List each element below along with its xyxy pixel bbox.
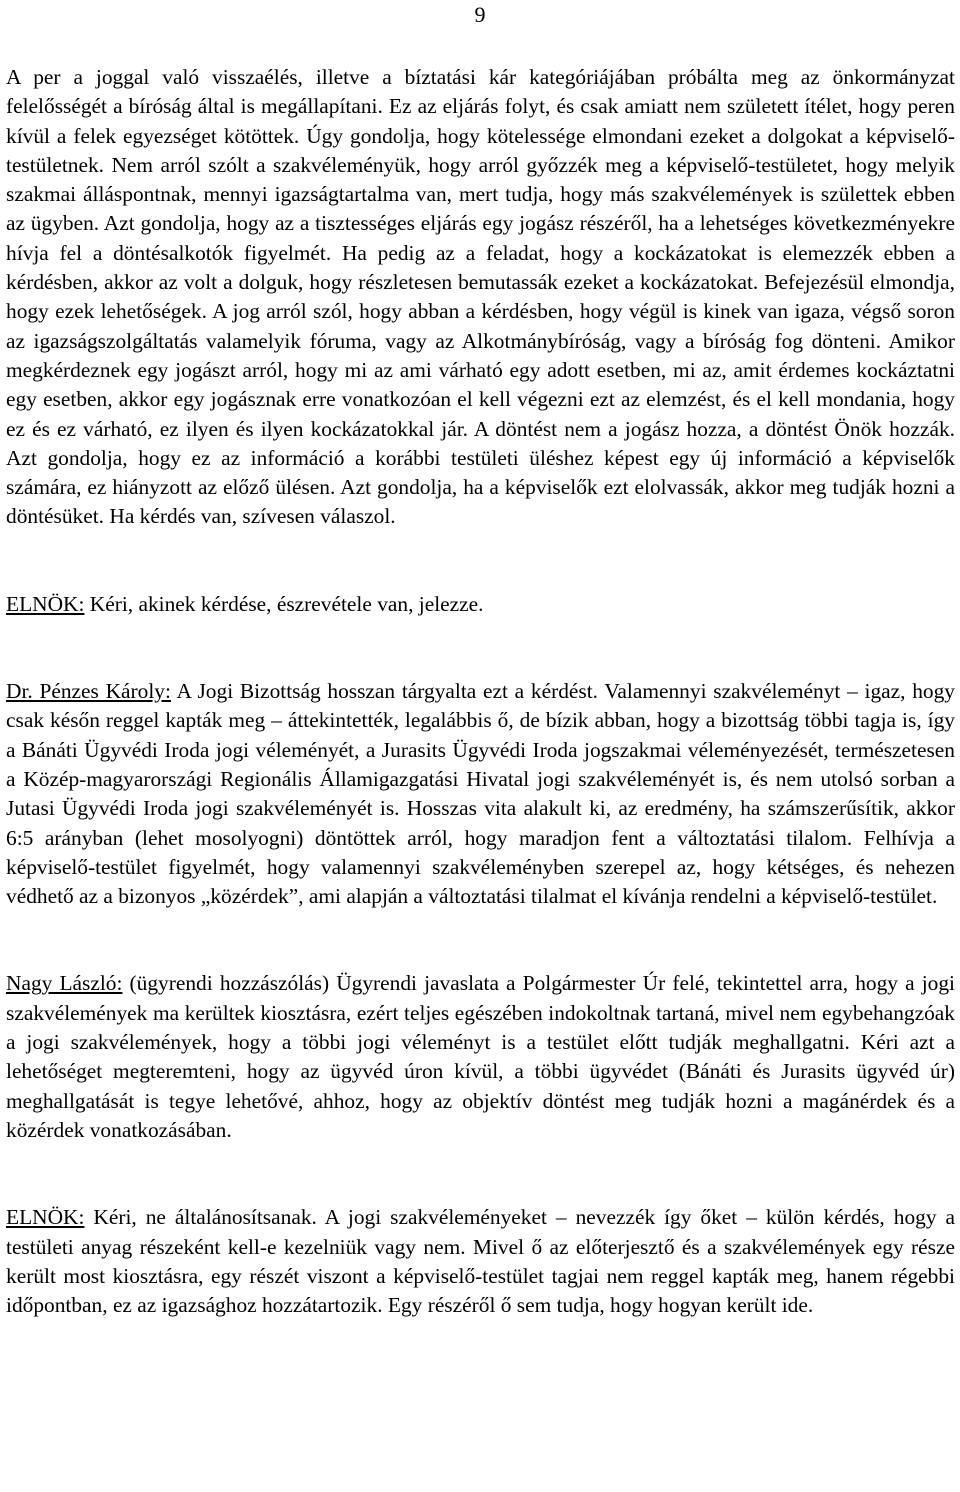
speaker-name: Nagy László: [6,971,123,996]
paragraph-elnok-1 [6,590,955,619]
paragraph-text: (ügyrendi hozzászólás) Ügyrendi javaslata a Polgármester Úr felé, tekintettel arra, hogy a jogi szakvélemények ma kerültek kiosztásra, ezért teljes egészében indokoltnak tartaná, mivel nem egybehangzóak a jogi szakvélemények, hogy a többi jogi véleményt is a testület előtt tudják meghallgatni. Kéri azt a lehetőséget megteremteni, hogy az ügyvéd úron kívül, a többi ügyvédet (Bánáti és Jurasits ügyvéd úr) meghallgatását is tegye lehetővé, ahhoz, hogy az objektív döntést meg tudják hozni a magánérdek és a közérdek vonatkozásában. [6,971,955,1142]
page-number: 9 [474,2,486,27]
paragraph-elnok-2 [6,1203,955,1320]
paragraph-text: A Jogi Bizottság hosszan tárgyalta ezt a kérdést. Valamennyi szakvéleményt – igaz, hogy csak későn reggel kapták meg – áttekintették, legalábbis ő, de bízik abban, hogy a bizottság többi tagja is, így a Bánáti Ügyvédi Iroda jogi véleményét, a Jurasits Ügyvédi Iroda jogszakmai véleményezését, természetesen a Közép-magyarországi Regionális Államigazgatási Hivatal jogi szakvéleményét is, és nem utolsó sorban a Jutasi Ügyvédi Iroda jogi szakvéleményét is. Hosszas vita alakult ki, az eredmény, ha számszerűsítik, akkor 6:5 arányban (lehet mosolyogni) döntöttek arról, hogy maradjon fent a változtatási tilalom. Felhívja a képviselő-testület figyelmét, hogy valamennyi szakvéleményben szerepel az, hogy kétséges, és nehezen védhető az a bizonyos „közérdek”, ami alapján a változtatási tilalmat el kívánja rendelni a képviselő-testület. [6,679,955,909]
paragraph-text: Kéri, ne általánosítsanak. A jogi szakvéleményeket – nevezzék így őket – külön kérdés, hogy a testületi anyag részeként kell-e kezelniük vagy nem. Mivel ő az előterjesztő és a szakvélemények egy része került most kiosztásra, egy részét viszont a képviselő-testület tagjai nem reggel kapták meg, hanem régebbi időpontban, ez az igazsághoz hozzátartozik. Egy részéről ő sem tudja, hogy hogyan került ide. [6,1205,955,1318]
speaker-name: Dr. Pénzes Károly: [6,679,171,704]
paragraph-opening [6,63,955,532]
paragraph-nagy [6,969,955,1145]
paragraph-text: A per a joggal való visszaélés, illetve a bíztatási kár kategóriájában próbálta meg az önkormányzat felelősségét a bíróság által is megállapítani. Ez az eljárás folyt, és csak amiatt nem született ítélet, hogy peren kívül a felek egyezséget kötöttek. Úgy gondolja, hogy kötelessége elmondani ezeket a dolgokat a képviselő-testületnek. Nem arról szólt a szakvéleményük, hogy arról győzzék meg a képviselő-testületet, hogy melyik szakmai álláspontnak, mennyi igazságtartalma van, mert tudja, hogy más szakvélemények is születtek ebben az ügyben. Azt gondolja, hogy az a tisztességes eljárás egy jogász részéről, ha a lehetséges következményekre hívja fel a döntésalkotók figyelmét. Ha pedig az a feladat, hogy a kockázatokat is elemezzék ebben a kérdésben, akkor az volt a dolguk, hogy részletesen bemutassák ezeket a kockázatokat. Befejezésül elmondja, hogy ezek lehetőségek. A jog arról szól, hogy abban a kérdésben, hogy végül is kinek van igaza, végső soron az igazságszolgáltatás valamelyik fóruma, vagy az Alkotmánybíróság, vagy a bíróság fog dönteni. Amikor megkérdeznek egy jogászt arról, hogy mi az ami várható egy adott esetben, mi az, amit érdemes kockáztatni egy esetben, akkor egy jogásznak erre vonatkozóan el kell végezni ezt az elemzést, és el kell mondania, hogy ez és ez várható, ez ilyen és ilyen kockázatokkal jár. A döntést nem a jogász hozza, a döntést Önök hozzák. Azt gondolja, hogy ez az információ a korábbi testületi üléshez képest egy új információ a képviselők számára, ez hiányzott az előző ülésen. Azt gondolja, ha a képviselők ezt elolvassák, akkor meg tudják hozni a döntésüket. Ha kérdés van, szívesen válaszol. [6,65,955,529]
speaker-name: ELNÖK: [6,591,85,616]
paragraph-text: Kéri, akinek kérdése, észrevétele van, jelezze. [84,591,484,616]
paragraph-penzes [6,677,955,911]
document-body [6,63,955,1320]
speaker-name: ELNÖK: [6,1205,85,1230]
